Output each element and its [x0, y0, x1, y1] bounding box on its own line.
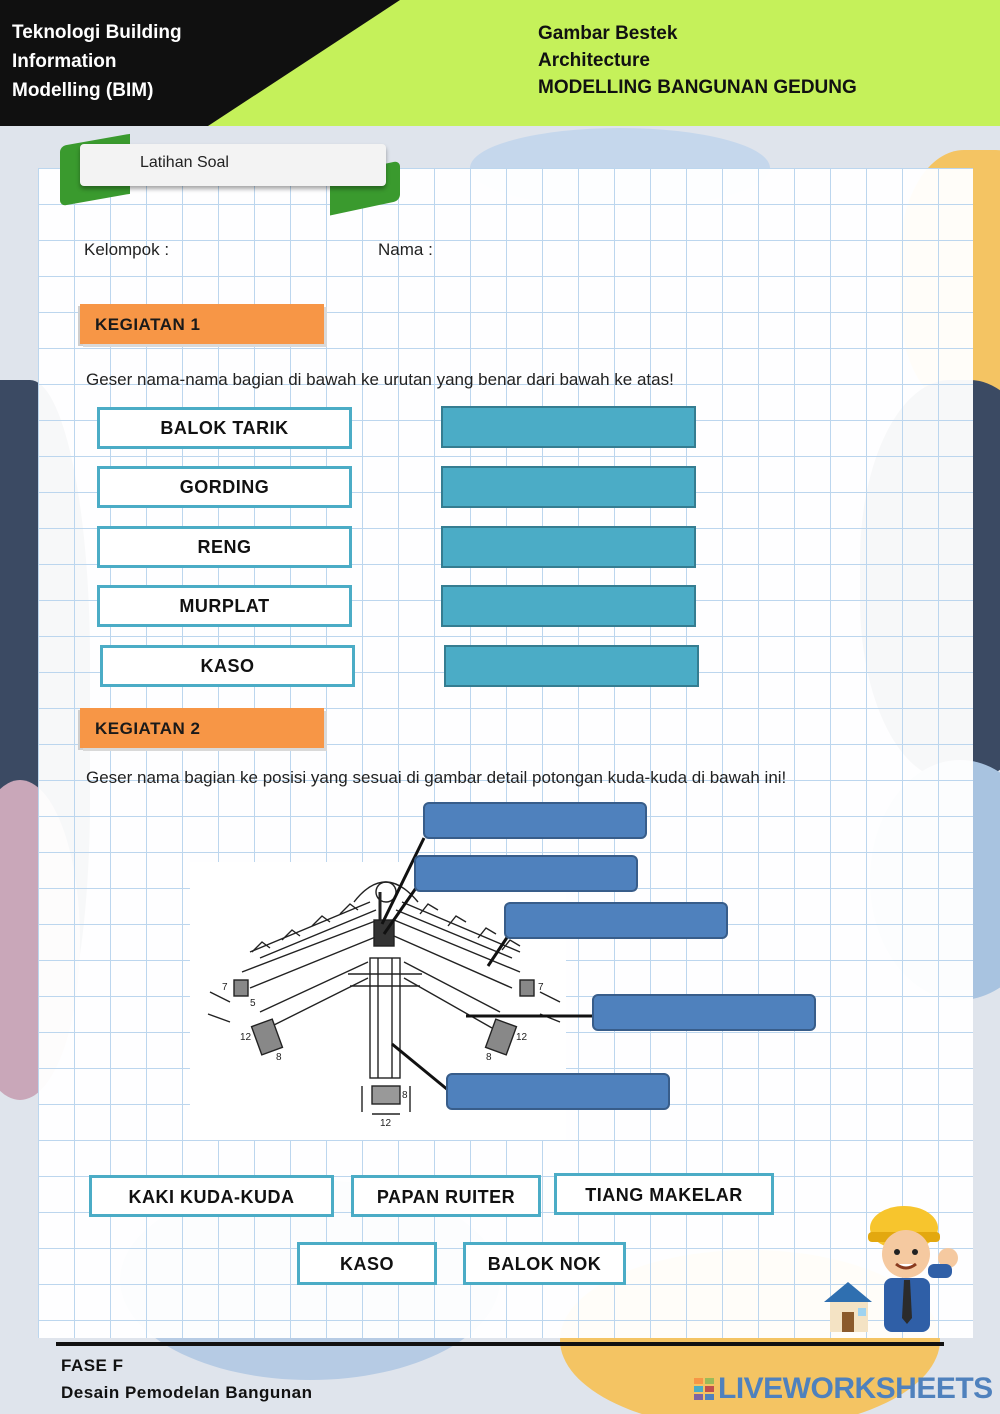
drag-word-reng[interactable]: RENG [97, 526, 352, 568]
dim-label: 7 [538, 982, 544, 993]
diagram-drop-slot-4[interactable] [592, 994, 816, 1031]
header-right-line: Architecture [538, 50, 650, 71]
liveworksheets-logo-icon [694, 1378, 714, 1400]
header-left-line: Teknologi Building [12, 22, 182, 43]
diagram-drop-slot-2[interactable] [414, 855, 638, 892]
drag-word-balok-nok[interactable]: BALOK NOK [463, 1242, 626, 1285]
nama-label: Nama : [378, 240, 433, 259]
header-right-line: MODELLING BANGUNAN GEDUNG [538, 77, 857, 98]
drag-word-kaki-kuda-kuda[interactable]: KAKI KUDA-KUDA [89, 1175, 334, 1217]
engineer-mascot-icon [824, 1198, 964, 1342]
footer-subject: Desain Pemodelan Bangunan [61, 1383, 313, 1402]
diagram-drop-slot-3[interactable] [504, 902, 728, 939]
drag-word-papan-ruiter[interactable]: PAPAN RUITER [351, 1175, 541, 1217]
drag-word-murplat[interactable]: MURPLAT [97, 585, 352, 627]
diagram-drop-slot-1[interactable] [423, 802, 647, 839]
header-right-line: Gambar Bestek [538, 23, 678, 44]
liveworksheets-watermark: LIVEWORKSHEETS [718, 1372, 993, 1405]
leader-line [488, 936, 508, 966]
kegiatan-2-instruction: Geser nama bagian ke posisi yang sesuai di gambar detail potongan kuda-kuda di bawah ini! [86, 768, 787, 787]
dim-label: 8 [402, 1090, 408, 1101]
kegiatan-1-title: KEGIATAN 1 [95, 315, 201, 334]
dim-label: 12 [516, 1032, 528, 1043]
diagram-drop-slot-5[interactable] [446, 1073, 670, 1110]
dim-label: 12 [240, 1032, 252, 1043]
footer-divider [56, 1342, 944, 1346]
kelompok-label: Kelompok : [84, 240, 170, 259]
footer-phase: FASE F [61, 1356, 124, 1375]
leader-line [392, 1044, 448, 1090]
kegiatan-2-title: KEGIATAN 2 [95, 719, 201, 738]
header-left-line: Modelling (BIM) [12, 80, 154, 101]
drag-word-kaso[interactable]: KASO [100, 645, 355, 687]
drag-word-tiang-makelar[interactable]: TIANG MAKELAR [554, 1173, 774, 1215]
ribbon-label: Latihan Soal [140, 154, 229, 171]
kegiatan-1-instruction: Geser nama-nama bagian di bawah ke urutan yang benar dari bawah ke atas! [86, 370, 674, 389]
dim-label: 5 [250, 998, 256, 1009]
drag-word-balok-tarik[interactable]: BALOK TARIK [97, 407, 352, 449]
dim-label: 8 [486, 1052, 492, 1063]
drag-word-kaso[interactable]: KASO [297, 1242, 437, 1285]
dim-label: 7 [222, 982, 228, 993]
dim-label: 8 [276, 1052, 282, 1063]
dim-label: 12 [380, 1118, 392, 1129]
drag-word-gording[interactable]: GORDING [97, 466, 352, 508]
header-left-line: Information [12, 51, 117, 72]
